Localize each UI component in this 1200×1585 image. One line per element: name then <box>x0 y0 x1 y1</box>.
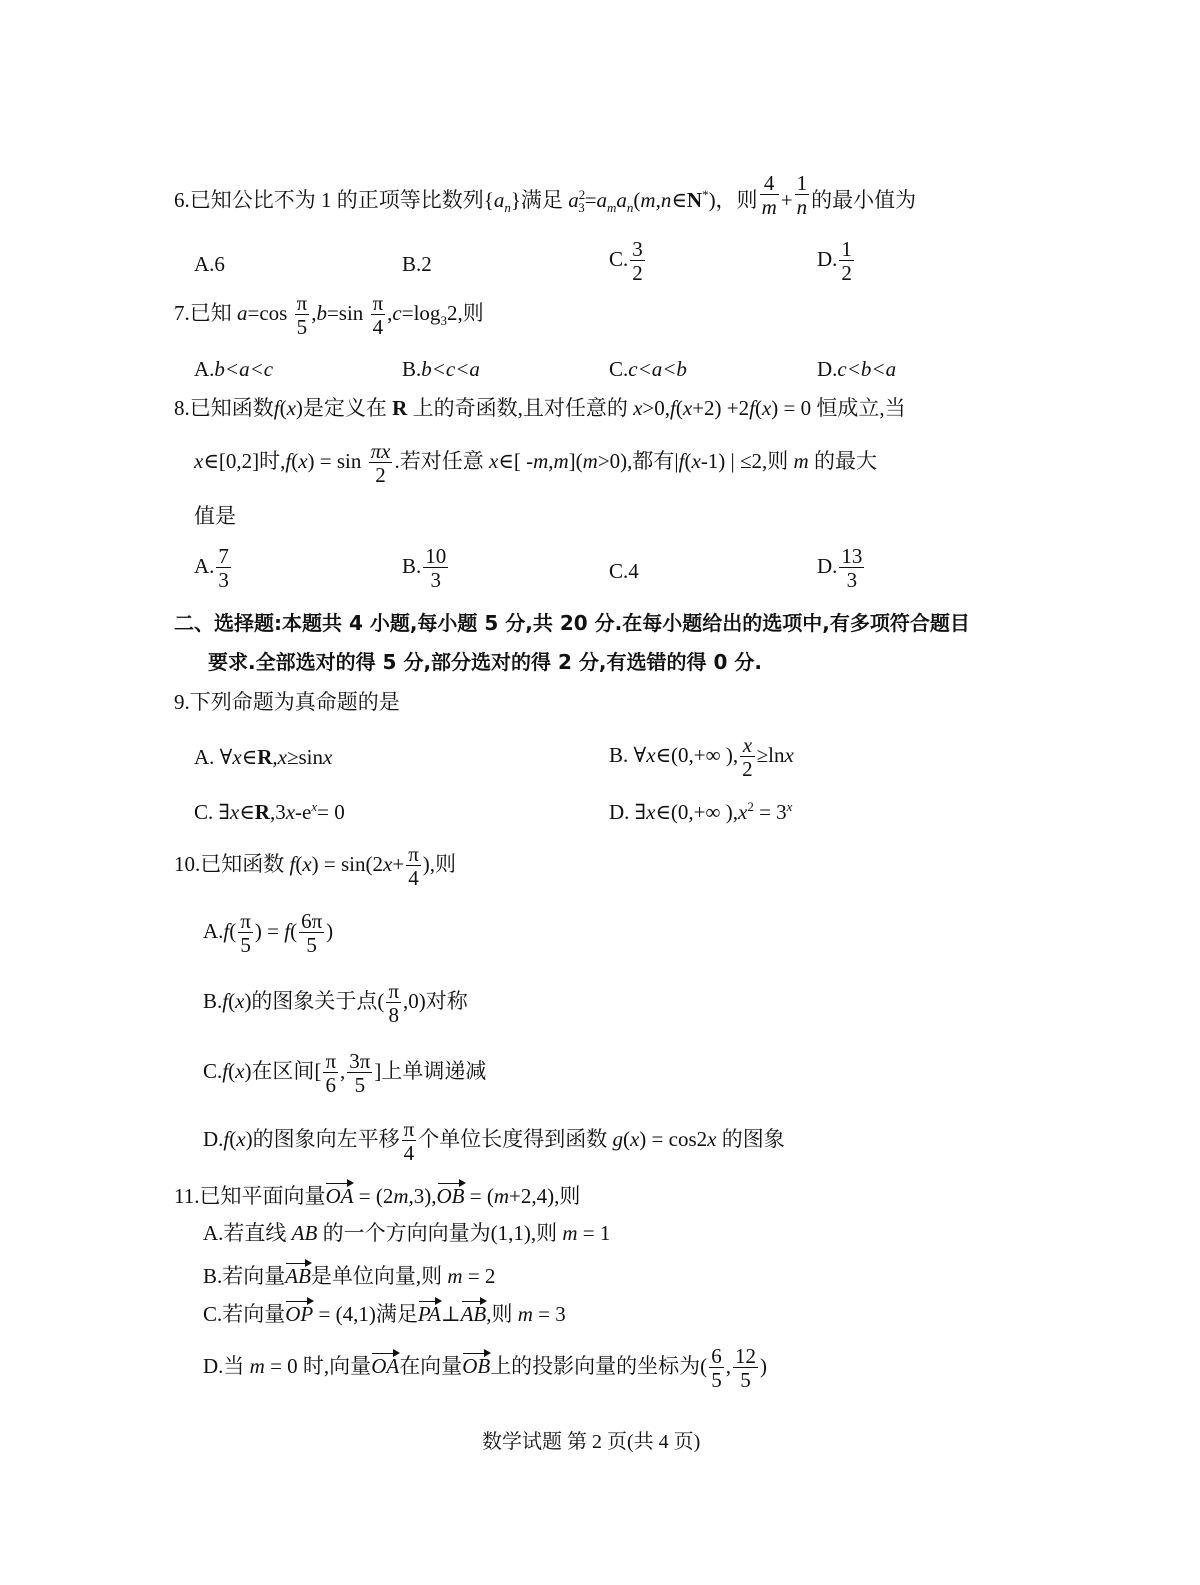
q8-option-a: A. $\frac{7}{3}$ <box>194 544 229 593</box>
q10-option-a: A.f( $\frac{\pi}{5}$ ) = f( $\frac{6\pi}{5}$ ) <box>203 909 334 958</box>
fraction-1-over-n: $\frac{1}{n}$ <box>796 171 808 220</box>
page-footer: 数学试题 第 2 页(共 4 页) <box>482 1431 701 1453</box>
q10-option-c: C.f(x)在区间[ $\frac{\pi}{6}$ , $\frac{3\pi}{5}$ ]上单调递减 <box>203 1049 487 1098</box>
section-heading: 二、选择题:本题共 4 小题,每小题 5 分,共 20 分.在每小题给出的选项中,有多项符合题目 <box>174 611 970 635</box>
q10-option-d: D.f(x)的图象向左平移 $\frac{\pi}{4}$ 个单位长度得到函数 g(x) = cos2x 的图象 <box>203 1117 785 1166</box>
q10-option-b: B.f(x)的图象关于点( $\frac{\pi}{8}$ ,0)对称 <box>203 979 468 1028</box>
q9-stem: 9.下列命题为真命题的是 <box>174 690 400 714</box>
q8-option-c: C.4 <box>609 559 639 583</box>
q11-option-a: A.若直线 AB 的一个方向向量为(1,1),则 m = 1 <box>203 1221 611 1245</box>
q7-stem: 7.已知 a=cos $\frac{\pi}{5}$ ,b=sin $\frac{\pi}{4}$ $,c=\log_32$,则 <box>174 291 484 340</box>
q9-option-d: D. ∃x∈(0,+∞ )$,x^2 = 3^x$ <box>609 799 793 824</box>
q7-option-b: B.b<c<a <box>402 357 480 381</box>
q6-option-c: C. $\frac{3}{2}$ <box>609 237 643 286</box>
q11-option-c: C.若向量OP = (4,1)满足PA⊥AB,则 m = 3 <box>203 1302 566 1326</box>
q8-stem-line1: 8.已知函数f(x)是定义在 R 上的奇函数,且对任意的 x>0,f(x+2) +2f(x) = 0 恒成立,当 <box>174 396 906 420</box>
q11-stem: 11.已知平面向量OA = (2m,3),OB = (m+2,4),则 <box>174 1184 581 1208</box>
section-heading-line2: 要求.全部选对的得 5 分,部分选对的得 2 分,有选错的得 0 分. <box>208 650 762 674</box>
q11-option-d: D.当 m = 0 时,向量OA在向量OB上的投影向量的坐标为( $\frac{6}{5}$ , $\frac{12}{5}$ ) <box>203 1344 767 1393</box>
q9-option-a: A. ∀x∈R,x≥sinx <box>194 745 333 769</box>
vector-ab: AB <box>285 1264 311 1288</box>
vector-oa: OA <box>371 1353 400 1378</box>
q7-option-c: C.c<a<b <box>609 357 687 381</box>
vector-ob: OB <box>462 1353 491 1378</box>
q7-option-a: A.b<a<c <box>194 357 274 381</box>
q6-stem: 6.已知公比不为 1 的正项等比数列$\{a_n\}$满足 $a^2_3=a_ma_n(m,n\in N^*)$，则 $\frac{4}{m}$ + $\frac{1}{n}$ 的最小值为 <box>174 171 917 220</box>
q6-option-b: B.2 <box>402 252 432 276</box>
vector-ob: OB <box>436 1184 465 1208</box>
q8-option-d: D. $\frac{13}{3}$ <box>817 544 863 593</box>
vector-oa: OA <box>325 1184 354 1208</box>
q6-option-d: D. $\frac{1}{2}$ <box>817 237 852 286</box>
fraction-4-over-m: $\frac{4}{m}$ <box>761 171 777 220</box>
q8-stem-line3: 值是 <box>194 504 236 528</box>
q10-stem: 10.已知函数 f(x) = sin(2x+ $\frac{\pi}{4}$ ),则 <box>174 842 457 891</box>
q7-option-d: D.c<b<a <box>817 357 897 381</box>
q9-option-b: B. ∀x∈(0,+∞ ), $\frac{x}{2}$ ≥lnx <box>609 733 794 782</box>
q9-option-c: C. $\exists x\in R,3x-e^x= 0$ <box>194 799 345 824</box>
q8-option-b: B. $\frac{10}{3}$ <box>402 544 447 593</box>
vector-ab: AB <box>460 1302 487 1326</box>
q11-option-b: B.若向量AB是单位向量,则 m = 2 <box>203 1264 496 1288</box>
vector-pa: PA <box>417 1302 441 1326</box>
q6-option-a: A.6 <box>194 252 225 276</box>
q8-stem-line2: x∈[0,2]时,f(x) = sin $\frac{\pi x}{2}$ .若对任意 x∈[ -m,m](m>0),都有|f(x-1) | ≤2,则 m 的最大 <box>194 439 877 488</box>
vector-op: OP <box>285 1302 314 1326</box>
